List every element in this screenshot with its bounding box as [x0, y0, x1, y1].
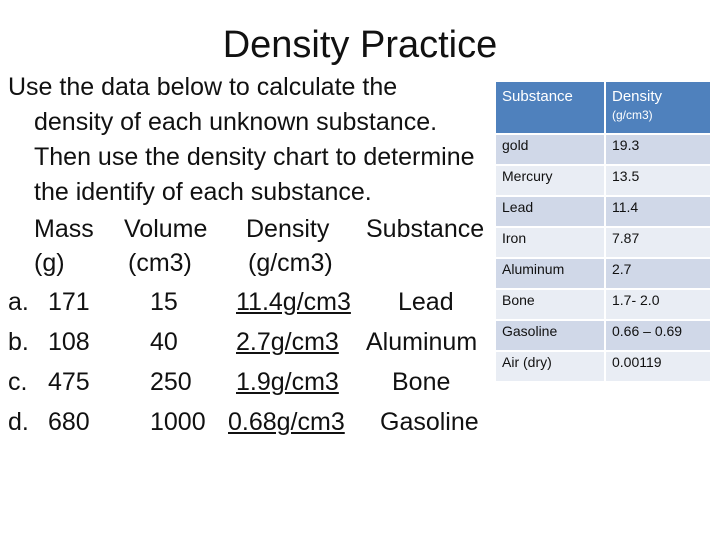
substance-header: Substance: [366, 215, 485, 243]
mass-header: Mass: [34, 215, 94, 243]
table-row: [496, 351, 710, 382]
table-row: [496, 258, 710, 289]
instruction-line: Then use the density chart to determine: [34, 143, 475, 171]
problem-letter: a.: [8, 288, 29, 316]
table-row: [496, 320, 710, 351]
mass-value: 475: [48, 368, 90, 396]
density-header-label: Density: [612, 88, 663, 105]
table-cell-density: 0.66 – 0.69: [605, 320, 710, 351]
table-cell-substance: gold: [496, 134, 605, 165]
volume-value: 250: [150, 368, 192, 396]
density-value: 2.7g/cm3: [236, 328, 339, 356]
table-cell-substance: Lead: [496, 196, 605, 227]
mass-value: 108: [48, 328, 90, 356]
table-cell-density: 1.7- 2.0: [605, 289, 710, 320]
table-cell-substance: Gasoline: [496, 320, 605, 351]
table-cell-substance: Air (dry): [496, 351, 605, 382]
volume-value: 1000: [150, 408, 206, 436]
substance-value: Bone: [392, 368, 451, 396]
table-cell-substance: Bone: [496, 289, 605, 320]
volume-value: 40: [150, 328, 178, 356]
substance-value: Aluminum: [366, 328, 478, 356]
page-title: Density Practice: [222, 24, 498, 66]
density-value: 0.68g/cm3: [228, 408, 345, 436]
table-cell-density: 13.5: [605, 165, 710, 196]
table-row: [496, 196, 710, 227]
table-cell-substance: Mercury: [496, 165, 605, 196]
substance-value: Lead: [398, 288, 454, 316]
table-cell-density: 11.4: [605, 196, 710, 227]
problem-letter: b.: [8, 328, 29, 356]
density-value: 11.4g/cm3: [236, 288, 351, 316]
problem-letter: c.: [8, 368, 28, 396]
volume-header: Volume: [124, 215, 208, 243]
table-row: [496, 165, 710, 196]
density-chart-table: [496, 82, 710, 383]
table-cell-density: 19.3: [605, 134, 710, 165]
problem-letter: d.: [8, 408, 29, 436]
density-header: Density: [246, 215, 330, 243]
table-cell-density: 7.87: [605, 227, 710, 258]
instruction-line: density of each unknown substance.: [34, 108, 438, 136]
table-header-row: [496, 82, 710, 134]
table-cell-substance: Aluminum: [496, 258, 605, 289]
density-unit: (g/cm3): [248, 249, 333, 277]
substance-value: Gasoline: [380, 408, 479, 436]
table-row: [496, 134, 710, 165]
table-row: [496, 227, 710, 258]
density-value: 1.9g/cm3: [236, 368, 339, 396]
table-cell-density: 2.7: [605, 258, 710, 289]
instruction-line: Use the data below to calculate the: [8, 73, 398, 101]
instruction-line: the identify of each substance.: [34, 178, 372, 206]
mass-value: 171: [48, 288, 90, 316]
volume-value: 15: [150, 288, 178, 316]
table-row: [496, 289, 710, 320]
density-header-unit: (g/cm3): [612, 108, 653, 122]
table-cell-substance: Iron: [496, 227, 605, 258]
mass-value: 680: [48, 408, 90, 436]
volume-unit: (cm3): [128, 249, 192, 277]
mass-unit: (g): [34, 249, 65, 277]
table-header-density: [605, 82, 710, 134]
table-cell-density: 0.00119: [605, 351, 710, 382]
instructions: [8, 70, 498, 210]
table-header-substance: Substance: [496, 82, 605, 134]
